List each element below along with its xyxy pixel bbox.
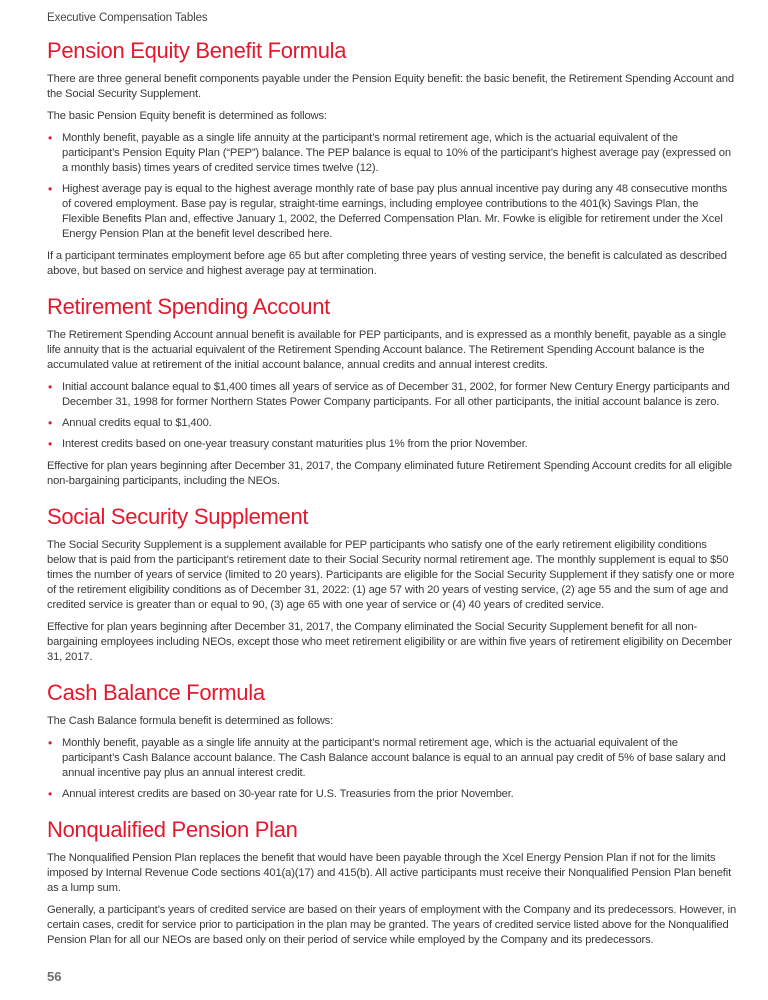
list-item xyxy=(47,416,737,431)
list-item-text: Annual credits equal to $1,400. xyxy=(62,417,212,429)
list-item xyxy=(47,437,737,452)
bullet-icon: • xyxy=(48,380,53,394)
paragraph: The Retirement Spending Account annual benefit is available for PEP participants, and is expressed as a monthly benefit, payable as a single life annuity that is the actuarial equivalent of the Retirement Spending Account balance. The Retirement Spending Account balance is the accumulated value at retirement of the initial account balance, annual credits and annual interest credits. xyxy=(47,329,727,371)
running-header: Executive Compensation Tables xyxy=(47,12,208,24)
section-heading: Pension Equity Benefit Formula xyxy=(47,38,347,63)
list-item xyxy=(47,380,737,410)
paragraph: Effective for plan years beginning after December 31, 2017, the Company eliminated the Social Security Supplement benefit for all non-bargaining employees including NEOs, except those who meet retirement eligibility or are within five years of retirement eligibility on December 31, 2017. xyxy=(47,621,732,663)
bullet-list xyxy=(47,131,737,242)
list-item xyxy=(47,131,737,176)
bullet-icon: • xyxy=(48,437,53,451)
document-body xyxy=(47,38,737,963)
list-item xyxy=(47,787,737,802)
bullet-icon: • xyxy=(48,182,53,196)
section-retirement-spending-account xyxy=(47,294,737,489)
section-cash-balance-formula xyxy=(47,680,737,802)
bullet-icon: • xyxy=(48,787,53,801)
paragraph: The Nonqualified Pension Plan replaces the benefit that would have been payable through the Xcel Energy Pension Plan if not for the limits imposed by Internal Revenue Code sections 401(a)(17) and 415(b). All active participants must receive their Nonqualified Pension Plan benefit as a lump sum. xyxy=(47,852,732,894)
section-heading: Social Security Supplement xyxy=(47,504,309,529)
paragraph: If a participant terminates employment before age 65 but after completing three years of vesting service, the benefit is calculated as described above, but based on service and highest average pay at termination. xyxy=(47,250,727,277)
section-pension-equity xyxy=(47,38,737,279)
list-item-text: Annual interest credits are based on 30-year rate for U.S. Treasuries from the prior November. xyxy=(62,788,514,800)
paragraph: Effective for plan years beginning after December 31, 2017, the Company eliminated future Retirement Spending Account credits for all eligible non-bargaining participants, including the NEOs. xyxy=(47,460,732,487)
section-nonqualified-pension-plan xyxy=(47,817,737,948)
bullet-list xyxy=(47,736,737,802)
paragraph: The basic Pension Equity benefit is determined as follows: xyxy=(47,110,327,122)
paragraph: Generally, a participant’s years of credited service are based on their years of employment with the Company and its predecessors. However, in certain cases, credit for service prior to participation in the plan may be granted. The years of credited service listed above for the Nonqualified Pension Plan for all our NEOs are based only on their period of service while employed by the Company and its predecessors. xyxy=(47,904,737,946)
list-item-text: Monthly benefit, payable as a single life annuity at the participant’s normal retirement age, which is the actuarial equivalent of the participant’s Cash Balance account balance. The Cash Balance account balance is equal to an annual pay credit of 5% of base salary and annual incentive pay plus an annual interest credit. xyxy=(62,737,726,779)
section-heading: Retirement Spending Account xyxy=(47,294,330,319)
bullet-icon: • xyxy=(48,131,53,145)
paragraph: The Social Security Supplement is a supplement available for PEP participants who satisfy one of the early retirement eligibility conditions below that is paid from the participant’s retirement date to their Social Security normal retirement age. The monthly supplement is equal to $50 times the number of years of service (limited to 20 years). Participants are eligible for the Social Security Supplement if they satisfy one or more of the retirement eligibility conditions as of December 31, 2022: (1) age 57 with 20 years of vesting service, (2) age 55 and the sum of age and credited service is greater than or equal to 90, (3) age 65 with one year of service or (4) 40 years of credited service. xyxy=(47,539,735,611)
list-item-text: Highest average pay is equal to the highest average monthly rate of base pay plus annual incentive pay during any 48 consecutive months of covered employment. Base pay is regular, straight-time earnings, including employee contributions to the 401(k) Savings Plan, the Flexible Benefits Plan and, effective January 1, 2002, the Deferred Compensation Plan. Mr. Fowke is eligible for retirement under the Xcel Energy Pension Plan at the benefit level described here. xyxy=(62,183,728,240)
list-item xyxy=(47,736,737,781)
list-item-text: Monthly benefit, payable as a single life annuity at the participant’s normal retirement age, which is the actuarial equivalent of the participant’s Pension Equity Plan (“PEP”) balance. The PEP balance is equal to 10% of the participant’s highest average pay (expressed on a monthly basis) times years of credited service times twelve (12). xyxy=(62,132,731,174)
paragraph: The Cash Balance formula benefit is determined as follows: xyxy=(47,715,334,727)
list-item-text: Initial account balance equal to $1,400 times all years of service as of December 31, 2002, for former New Century Energy participants and December 31, 1998 for former Northern States Power Company participants. For all other participants, the initial account balance is zero. xyxy=(62,381,730,408)
paragraph: There are three general benefit components payable under the Pension Equity benefit: the basic benefit, the Retirement Spending Account and the Social Security Supplement. xyxy=(47,73,734,100)
bullet-icon: • xyxy=(48,736,53,750)
list-item xyxy=(47,182,737,242)
section-heading: Nonqualified Pension Plan xyxy=(47,817,298,842)
bullet-list xyxy=(47,380,737,452)
page-number: 56 xyxy=(47,969,62,984)
section-social-security-supplement xyxy=(47,504,737,665)
section-heading: Cash Balance Formula xyxy=(47,680,265,705)
bullet-icon: • xyxy=(48,416,53,430)
list-item-text: Interest credits based on one-year treasury constant maturities plus 1% from the prior November. xyxy=(62,438,528,450)
